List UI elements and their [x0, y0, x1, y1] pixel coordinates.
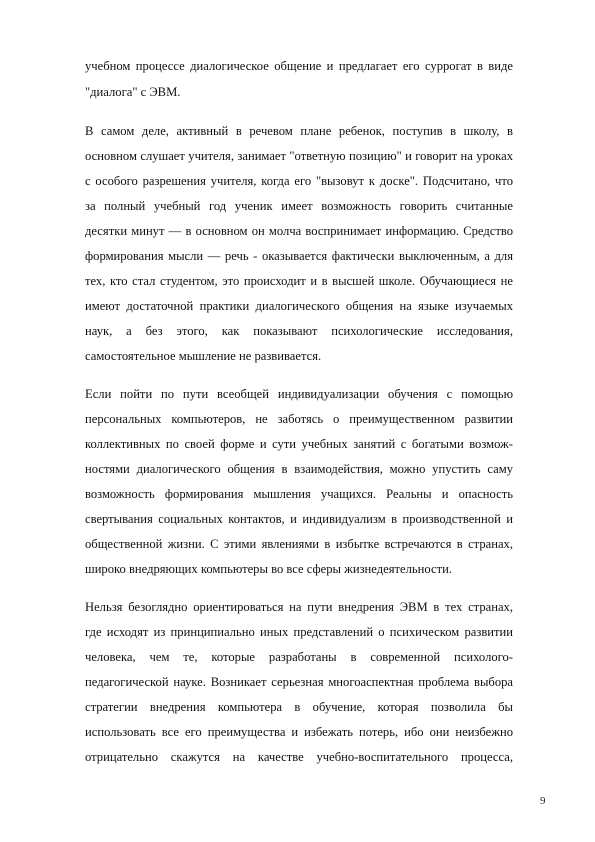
text-line: имеют достаточной практики диалогического общения на языке изучаемых: [85, 299, 513, 313]
text-line: В самом деле, активный в речевом плане ребенок, поступив в школу, в: [85, 124, 513, 138]
text-line: основном слушает учителя, занимает "ответную позицию" и говорит на уроках: [85, 149, 513, 163]
text-line: Если пойти по пути всеобщей индивидуализации обучения с помощью: [85, 387, 513, 401]
text-line: наук, а без этого, как показывают психологические исследования,: [85, 324, 513, 338]
text-line: персональных компьютеров, не заботясь о преимущественном развитии: [85, 412, 513, 426]
text-line: ностями диалогического общения в взаимодействия, можно упустить саму: [85, 462, 513, 476]
text-line: человека, чем те, которые разработаны в современной психолого-: [85, 650, 513, 664]
text-line: возможность формирования мышления учащихся. Реальны и опасность: [85, 487, 513, 501]
text-line: отрицательно скажутся на качестве учебно-воспитательного процесса,: [85, 750, 513, 764]
text-line: десятки минут — в основном он молча воспринимает информацию. Средство: [85, 224, 513, 238]
text-line: использовать все его преимущества и избежать потерь, ибо они неизбежно: [85, 725, 513, 739]
text-line: общественной жизни. С этими явлениями в избытке встречаются в странах,: [85, 537, 513, 551]
text-line: стратегии внедрения компьютера в обучение, которая позволила бы: [85, 700, 513, 714]
text-line: педагогической науке. Возникает серьезная многоаспектная проблема выбора: [85, 675, 513, 689]
text-line: Нельзя безоглядно ориентироваться на пути внедрения ЭВМ в тех странах,: [85, 600, 513, 614]
text-line: формирования мысли — речь - оказывается фактически выключенным, а для: [85, 249, 513, 263]
text-line: самостоятельное мышление не развивается.: [85, 349, 322, 363]
text-line: "диалога" с ЭВМ.: [85, 85, 181, 99]
text-line: с особого разрешения учителя, когда его "вызовут к доске". Подсчитано, что: [85, 174, 513, 188]
text-line: широко внедряющих компьютеры во все сферы жизнедеятельности.: [85, 562, 452, 576]
text-line: коллективных по своей форме и сути учебных занятий с богатыми возмож-: [85, 437, 513, 451]
text-line: учебном процессе диалогическое общение и предлагает его суррогат в виде: [85, 59, 513, 73]
text-line: тех, кто стал студентом, это происходит и в высшей школе. Обучающиеся не: [85, 274, 513, 288]
text-line: за полный учебный год ученик имеет возможность говорить считанные: [85, 199, 513, 213]
text-line: свертывания социальных контактов, и индивидуализм в производственной и: [85, 512, 513, 526]
text-line: где исходят из принципиально иных представлений о психическом развитии: [85, 625, 513, 639]
page-number: 9: [540, 795, 546, 807]
